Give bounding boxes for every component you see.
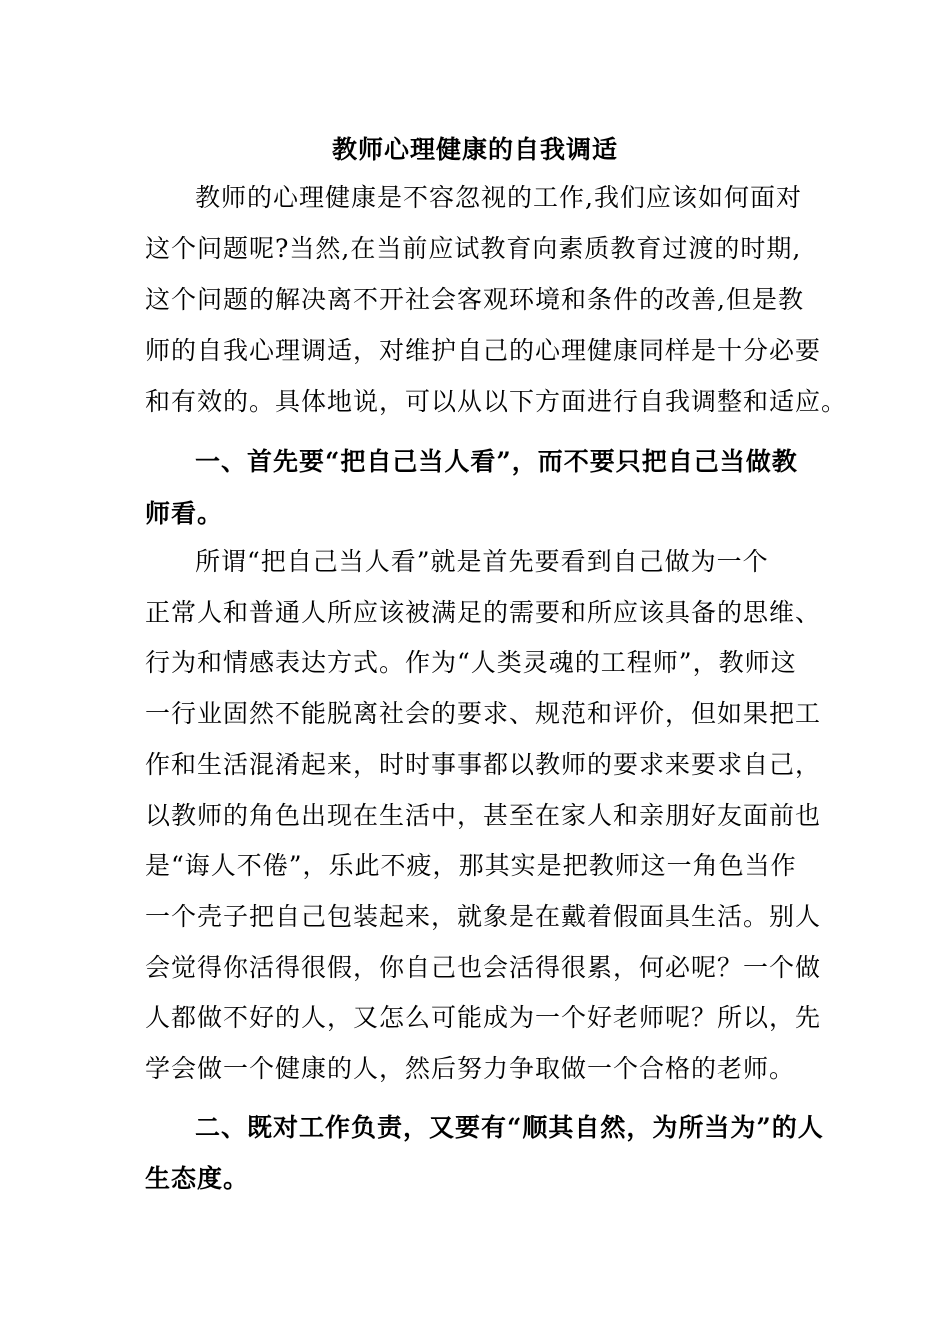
section1-body-line-9: 会觉得你活得很假，你自己也会活得很累，何必呢？一个做 xyxy=(145,953,822,982)
document-title: 教师心理健康的自我调适 xyxy=(331,135,618,164)
section1-body-line-1: 所谓“把自己当人看”就是首先要看到自己做为一个 xyxy=(195,547,769,576)
section2-heading-line-2: 生态度。 xyxy=(145,1164,250,1193)
intro-line-3: 这个问题的解决离不开社会客观环境和条件的改善,但是教 xyxy=(145,285,804,314)
section1-body-line-7: 是“诲人不倦”，乐此不疲，那其实是把教师这一角色当作 xyxy=(145,851,797,880)
intro-line-1: 教师的心理健康是不容忽视的工作,我们应该如何面对 xyxy=(195,183,802,212)
section2-heading-line-1: 二、既对工作负责，又要有“顺其自然，为所当为”的人 xyxy=(195,1113,824,1142)
intro-line-4: 师的自我心理调适，对维护自己的心理健康同样是十分必要 xyxy=(145,336,822,365)
section1-heading-line-1: 一、首先要“把自己当人看”，而不要只把自己当做教 xyxy=(195,447,798,476)
section1-body-line-11: 学会做一个健康的人，然后努力争取做一个合格的老师。 xyxy=(145,1054,796,1083)
section1-body-line-5: 作和生活混淆起来，时时事事都以教师的要求来要求自己， xyxy=(145,750,822,779)
intro-line-2: 这个问题呢?当然,在当前应试教育向素质教育过渡的时期, xyxy=(145,234,802,263)
section1-body-line-3: 行为和情感表达方式。作为“人类灵魂的工程师”，教师这 xyxy=(145,648,797,677)
section1-heading-line-2: 师看。 xyxy=(145,499,224,528)
section1-body-line-2: 正常人和普通人所应该被满足的需要和所应该具备的思维、 xyxy=(145,598,822,627)
section1-body-line-4: 一行业固然不能脱离社会的要求、规范和评价，但如果把工 xyxy=(145,699,822,728)
section1-body-line-10: 人都做不好的人，又怎么可能成为一个好老师呢？所以，先 xyxy=(145,1003,822,1032)
intro-line-5: 和有效的。具体地说，可以从以下方面进行自我调整和适应。 xyxy=(145,387,848,416)
section1-body-line-8: 一个壳子把自己包装起来，就象是在戴着假面具生活。别人 xyxy=(145,902,822,931)
section1-body-line-6: 以教师的角色出现在生活中，甚至在家人和亲朋好友面前也 xyxy=(145,801,822,830)
